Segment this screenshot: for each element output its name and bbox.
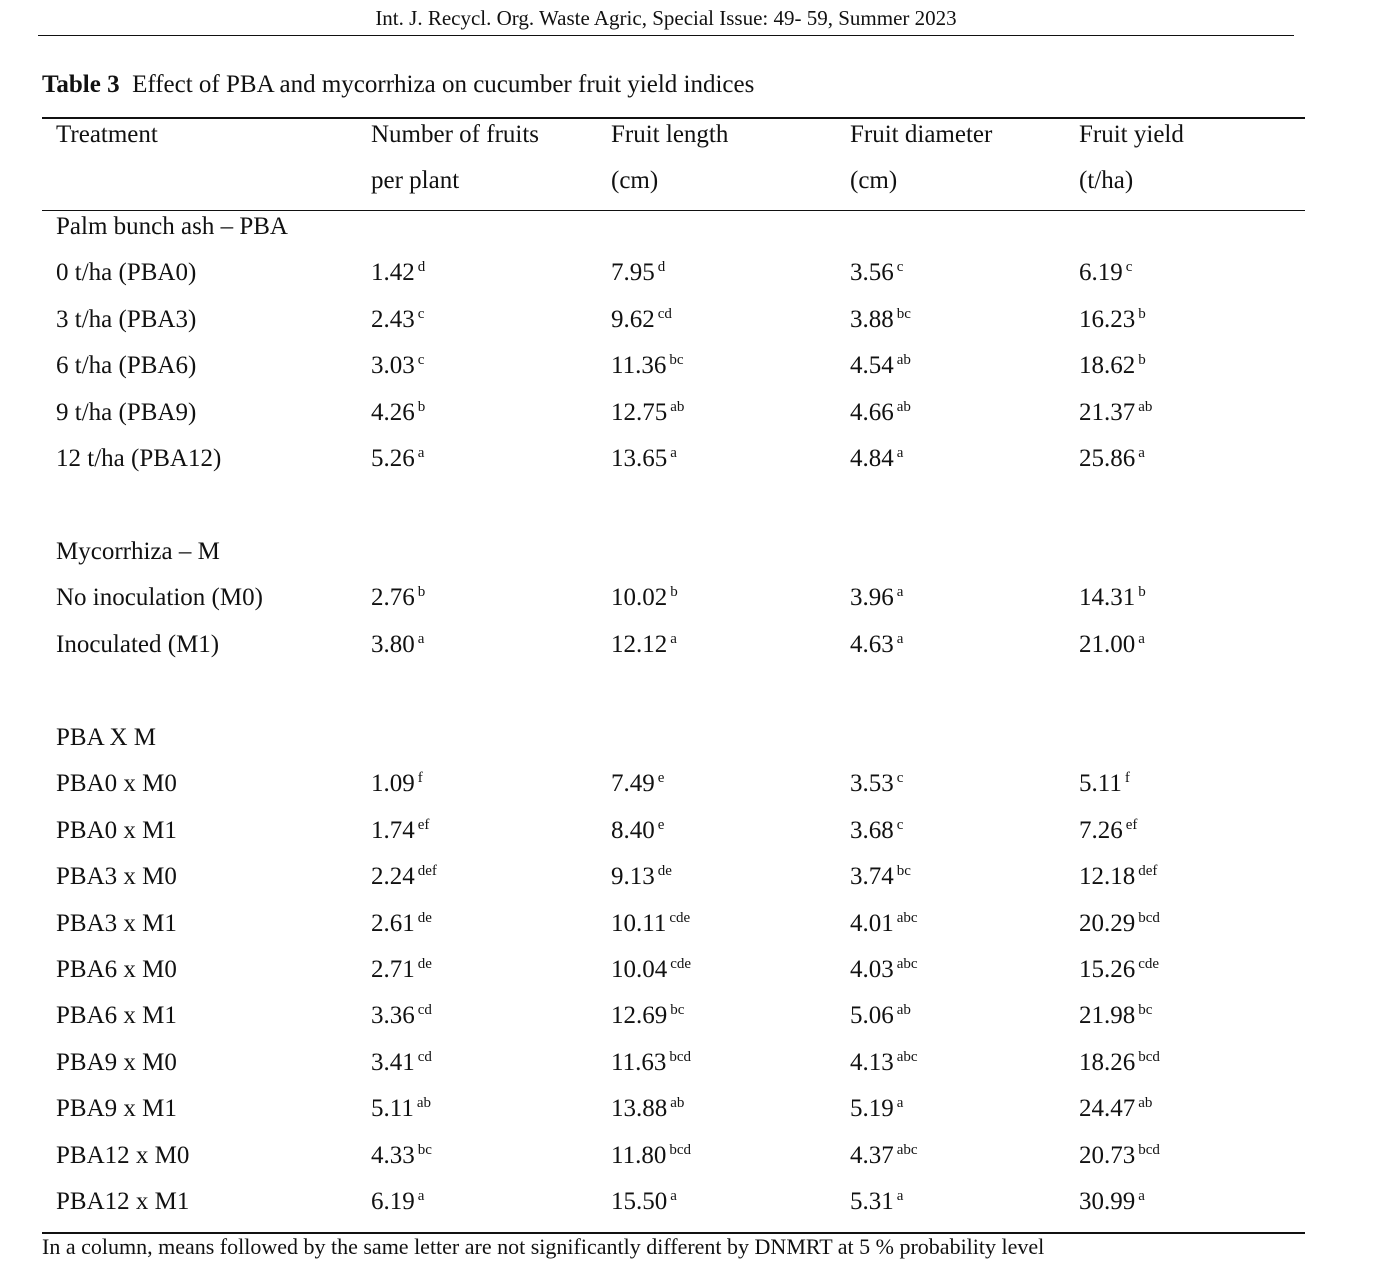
significance-letter: b (1138, 352, 1146, 368)
mean-value: 4.66 (850, 399, 894, 426)
mean-value: 21.00 (1079, 631, 1136, 658)
mean-value: 16.23 (1079, 306, 1136, 333)
mean-value: 3.80 (371, 631, 415, 658)
value-cell (850, 1141, 918, 1171)
value-cell (371, 1001, 432, 1031)
value-cell (1079, 305, 1146, 335)
significance-letter: e (657, 770, 665, 786)
table-header-rule (42, 210, 1305, 211)
value-cell (850, 862, 911, 892)
mean-value: 5.11 (371, 1095, 414, 1122)
treatment-label: PBA0 x M0 (56, 770, 177, 797)
significance-letter: a (417, 631, 425, 647)
mean-value: 3.68 (850, 817, 894, 844)
significance-letter: c (896, 770, 904, 786)
value-cell (371, 816, 429, 846)
column-header-subline: (cm) (611, 167, 659, 194)
significance-letter: c (417, 352, 425, 368)
mean-value: 10.04 (611, 956, 668, 983)
significance-letter: abc (896, 1049, 918, 1065)
value-cell (371, 862, 437, 892)
mean-value: 25.86 (1079, 445, 1136, 472)
mean-value: 3.74 (850, 863, 894, 890)
mean-value: 24.47 (1079, 1095, 1136, 1122)
value-cell (1079, 583, 1146, 613)
mean-value: 5.11 (1079, 770, 1122, 797)
significance-letter: ab (1138, 1095, 1153, 1111)
column-header-subline: (cm) (850, 167, 898, 194)
significance-letter: f (1124, 770, 1130, 786)
column-header: Fruit length (611, 121, 729, 148)
column-header-subline: per plant (371, 167, 460, 194)
mean-value: 21.37 (1079, 399, 1136, 426)
significance-letter: a (417, 445, 425, 461)
significance-letter: a (896, 584, 904, 600)
mean-value: 4.03 (850, 956, 894, 983)
significance-letter: ef (1125, 817, 1138, 833)
mean-value: 30.99 (1079, 1188, 1136, 1215)
significance-letter: bc (669, 352, 684, 368)
header-rule (38, 35, 1294, 36)
significance-letter: b (417, 584, 426, 600)
value-cell (611, 1141, 691, 1171)
mean-value: 9.13 (611, 863, 655, 890)
table-caption (42, 71, 754, 99)
significance-letter: ab (896, 352, 911, 368)
significance-letter: a (896, 1188, 904, 1204)
column-header: Treatment (56, 121, 158, 148)
treatment-label: 6 t/ha (PBA6) (56, 352, 197, 379)
significance-letter: a (896, 1095, 904, 1111)
mean-value: 3.56 (850, 259, 894, 286)
mean-value: 12.18 (1079, 863, 1136, 890)
significance-letter: abc (896, 956, 918, 972)
value-cell (850, 1048, 918, 1078)
value-cell (1079, 1048, 1160, 1078)
mean-value: 18.62 (1079, 352, 1136, 379)
running-head: Int. J. Recycl. Org. Waste Agric, Special Issue: 49- 59, Summer 2023 (375, 6, 957, 30)
significance-letter: bc (896, 863, 911, 879)
value-cell (611, 1048, 691, 1078)
mean-value: 10.11 (611, 910, 667, 937)
value-cell (850, 444, 903, 474)
significance-letter: bcd (1138, 1142, 1160, 1158)
mean-value: 9.62 (611, 306, 655, 333)
value-cell (850, 398, 911, 428)
mean-value: 4.37 (850, 1142, 894, 1169)
treatment-label: PBA12 x M0 (56, 1142, 190, 1169)
mean-value: 12.69 (611, 1002, 668, 1029)
value-cell (371, 955, 432, 985)
significance-letter: ab (1138, 399, 1153, 415)
value-cell (1079, 351, 1146, 381)
significance-letter: bc (896, 306, 911, 322)
significance-letter: ab (416, 1095, 431, 1111)
significance-letter: b (670, 584, 678, 600)
table-top-rule (42, 117, 1305, 119)
significance-letter: cde (669, 910, 691, 926)
significance-letter: bc (670, 1002, 685, 1018)
significance-letter: bcd (669, 1049, 691, 1065)
value-cell (611, 305, 672, 335)
significance-letter: b (1138, 584, 1146, 600)
value-cell (611, 583, 678, 613)
table-footnote: In a column, means followed by the same letter are not significantly different by DNMRT at 5 % probability level (42, 1234, 1045, 1259)
mean-value: 4.13 (850, 1049, 894, 1076)
mean-value: 20.73 (1079, 1142, 1136, 1169)
mean-value: 11.36 (611, 352, 667, 379)
treatment-label: PBA3 x M0 (56, 863, 177, 890)
value-cell (611, 1187, 677, 1217)
mean-value: 20.29 (1079, 910, 1136, 937)
value-cell (371, 258, 425, 288)
value-cell (371, 1141, 432, 1171)
treatment-label: 3 t/ha (PBA3) (56, 306, 197, 333)
significance-letter: c (896, 259, 904, 275)
value-cell (371, 305, 424, 335)
mean-value: 3.36 (371, 1002, 415, 1029)
significance-letter: a (670, 631, 677, 647)
table-caption-text: Effect of PBA and mycorrhiza on cucumber fruit yield indices (132, 71, 755, 98)
value-cell (850, 1094, 903, 1124)
treatment-label: 9 t/ha (PBA9) (56, 399, 197, 426)
value-cell (1079, 909, 1160, 939)
value-cell (850, 769, 903, 799)
significance-letter: c (1125, 259, 1133, 275)
significance-letter: cde (1138, 956, 1160, 972)
value-cell (611, 862, 672, 892)
significance-letter: a (1138, 631, 1145, 647)
treatment-label: PBA6 x M0 (56, 956, 177, 983)
value-cell (1079, 1141, 1160, 1171)
mean-value: 4.26 (371, 399, 415, 426)
significance-letter: d (657, 259, 666, 275)
value-cell (371, 1048, 432, 1078)
mean-value: 1.09 (371, 770, 415, 797)
mean-value: 1.42 (371, 259, 415, 286)
mean-value: 3.53 (850, 770, 894, 797)
mean-value: 6.19 (371, 1188, 415, 1215)
section-title: Palm bunch ash – PBA (56, 213, 288, 240)
value-cell (1079, 444, 1145, 474)
mean-value: 3.96 (850, 584, 894, 611)
column-header: Fruit diameter (850, 121, 993, 148)
significance-letter: bc (1138, 1002, 1153, 1018)
treatment-label: 0 t/ha (PBA0) (56, 259, 197, 286)
value-cell (371, 444, 424, 474)
mean-value: 2.76 (371, 584, 415, 611)
value-cell (1079, 769, 1130, 799)
section-title: Mycorrhiza – M (56, 538, 220, 565)
value-cell (611, 769, 664, 799)
significance-letter: de (417, 910, 432, 926)
significance-letter: bcd (1138, 1049, 1160, 1065)
column-header: Number of fruits (371, 121, 540, 148)
value-cell (1079, 1094, 1152, 1124)
value-cell (371, 351, 424, 381)
mean-value: 7.49 (611, 770, 655, 797)
value-cell (850, 1001, 911, 1031)
table-label: Table 3 (42, 71, 120, 98)
value-cell (1079, 816, 1137, 846)
significance-letter: bc (417, 1142, 432, 1158)
value-cell (611, 444, 677, 474)
value-cell (850, 816, 903, 846)
value-cell (1079, 398, 1152, 428)
mean-value: 4.01 (850, 910, 894, 937)
significance-letter: cd (417, 1049, 432, 1065)
significance-letter: a (1138, 445, 1145, 461)
value-cell (850, 583, 903, 613)
mean-value: 1.74 (371, 817, 415, 844)
value-cell (1079, 955, 1159, 985)
value-cell (611, 398, 684, 428)
mean-value: 5.06 (850, 1002, 894, 1029)
mean-value: 4.33 (371, 1142, 415, 1169)
significance-letter: c (417, 306, 425, 322)
value-cell (371, 909, 432, 939)
mean-value: 14.31 (1079, 584, 1136, 611)
mean-value: 7.26 (1079, 817, 1123, 844)
treatment-label: PBA6 x M1 (56, 1002, 177, 1029)
value-cell (371, 769, 423, 799)
mean-value: 7.95 (611, 259, 655, 286)
mean-value: 13.65 (611, 445, 668, 472)
value-cell (850, 955, 918, 985)
mean-value: 5.31 (850, 1188, 894, 1215)
column-header-subline: (t/ha) (1079, 167, 1134, 194)
mean-value: 10.02 (611, 584, 668, 611)
significance-letter: b (417, 399, 426, 415)
significance-letter: b (1138, 306, 1146, 322)
significance-letter: abc (896, 910, 918, 926)
significance-letter: de (417, 956, 432, 972)
significance-letter: cde (670, 956, 692, 972)
value-cell (611, 258, 665, 288)
mean-value: 2.71 (371, 956, 415, 983)
mean-value: 3.03 (371, 352, 415, 379)
mean-value: 2.43 (371, 306, 415, 333)
significance-letter: a (896, 445, 904, 461)
significance-letter: a (670, 1188, 677, 1204)
mean-value: 4.54 (850, 352, 894, 379)
mean-value: 2.61 (371, 910, 415, 937)
value-cell (1079, 630, 1145, 660)
value-cell (611, 351, 684, 381)
mean-value: 2.24 (371, 863, 415, 890)
significance-letter: ab (670, 1095, 685, 1111)
section-title: PBA X M (56, 724, 157, 751)
mean-value: 15.50 (611, 1188, 668, 1215)
value-cell (611, 955, 691, 985)
significance-letter: a (670, 445, 677, 461)
treatment-label: No inoculation (M0) (56, 584, 263, 611)
value-cell (1079, 862, 1157, 892)
value-cell (850, 351, 911, 381)
mean-value: 8.40 (611, 817, 655, 844)
significance-letter: bcd (669, 1142, 691, 1158)
significance-letter: f (417, 770, 423, 786)
value-cell (1079, 1001, 1152, 1031)
value-cell (371, 630, 424, 660)
mean-value: 5.19 (850, 1095, 894, 1122)
value-cell (371, 1187, 424, 1217)
significance-letter: e (657, 817, 665, 833)
value-cell (850, 258, 903, 288)
value-cell (850, 909, 918, 939)
significance-letter: de (657, 863, 672, 879)
mean-value: 3.41 (371, 1049, 415, 1076)
significance-letter: cd (417, 1002, 432, 1018)
mean-value: 6.19 (1079, 259, 1123, 286)
significance-letter: ab (896, 399, 911, 415)
treatment-label: PBA12 x M1 (56, 1188, 190, 1215)
mean-value: 4.84 (850, 445, 894, 472)
significance-letter: c (896, 817, 904, 833)
value-cell (371, 398, 425, 428)
mean-value: 15.26 (1079, 956, 1136, 983)
mean-value: 13.88 (611, 1095, 668, 1122)
significance-letter: def (417, 863, 437, 879)
significance-letter: abc (896, 1142, 918, 1158)
mean-value: 21.98 (1079, 1002, 1136, 1029)
significance-letter: cd (657, 306, 672, 322)
value-cell (611, 630, 677, 660)
mean-value: 4.63 (850, 631, 894, 658)
significance-letter: ab (896, 1002, 911, 1018)
value-cell (1079, 258, 1132, 288)
value-cell (850, 1187, 903, 1217)
significance-letter: def (1138, 863, 1158, 879)
treatment-label: PBA0 x M1 (56, 817, 177, 844)
significance-letter: a (1138, 1188, 1145, 1204)
treatment-label: 12 t/ha (PBA12) (56, 445, 222, 472)
treatment-label: PBA3 x M1 (56, 910, 177, 937)
significance-letter: d (417, 259, 426, 275)
mean-value: 18.26 (1079, 1049, 1136, 1076)
value-cell (371, 583, 425, 613)
value-cell (611, 1001, 684, 1031)
value-cell (371, 1094, 431, 1124)
value-cell (611, 909, 690, 939)
significance-letter: a (417, 1188, 425, 1204)
value-cell (1079, 1187, 1145, 1217)
mean-value: 11.63 (611, 1049, 667, 1076)
value-cell (850, 630, 903, 660)
column-header: Fruit yield (1079, 121, 1184, 148)
value-cell (850, 305, 911, 335)
mean-value: 12.12 (611, 631, 668, 658)
mean-value: 11.80 (611, 1142, 667, 1169)
mean-value: 3.88 (850, 306, 894, 333)
treatment-label: PBA9 x M0 (56, 1049, 177, 1076)
mean-value: 5.26 (371, 445, 415, 472)
significance-letter: a (896, 631, 904, 647)
value-cell (611, 1094, 684, 1124)
significance-letter: bcd (1138, 910, 1160, 926)
significance-letter: ab (670, 399, 685, 415)
significance-letter: ef (417, 817, 430, 833)
treatment-label: PBA9 x M1 (56, 1095, 177, 1122)
value-cell (611, 816, 664, 846)
mean-value: 12.75 (611, 399, 668, 426)
treatment-label: Inoculated (M1) (56, 631, 220, 658)
